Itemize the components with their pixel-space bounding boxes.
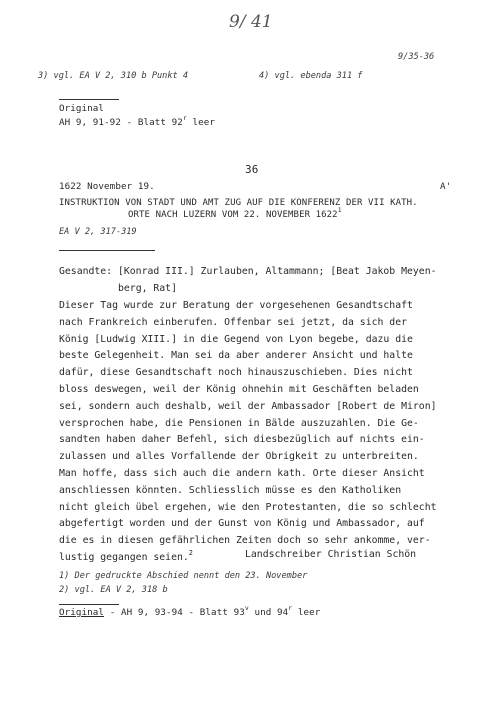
body-line: sandten haben daher Befehl, sich diesbezüglich auf nichts ein- [59, 434, 425, 446]
original-source-2-mid: und 94 [248, 607, 289, 618]
body-line: anschliessen könnten. Schliesslich müsse es den Katholiken [59, 484, 402, 496]
document-date: 1622 November 19. [59, 181, 155, 192]
body-line: König [Ludwig XIII.] in die Gegend von Lyon begebe, dazu die [59, 333, 413, 345]
body-paragraph [59, 298, 437, 567]
original-source [59, 114, 216, 128]
divider-rule-3 [59, 604, 119, 605]
title-footnote-mark: 1 [337, 207, 342, 214]
body-line: bloss deswegen, weil der König ohnehin mit Geschäften beladen [59, 383, 419, 395]
original-source-2-sup1: v [244, 604, 249, 612]
footnote-3: 3) vgl. EA V 2, 310 b Punkt 4 [38, 71, 189, 81]
original-source-tail: leer [186, 117, 216, 128]
original-label-2: Original [59, 607, 105, 618]
body-line: abgefertigt worden und der Gunst von König und Ambassador, auf [59, 518, 425, 530]
body-footnote-mark: 2 [188, 548, 193, 557]
footnote-4: 4) vgl. ebenda 311 f [259, 71, 363, 81]
body-line: zulassen und alles Vorfallende der Obrigkeit zu unterbreiten. [59, 451, 419, 463]
date-marker: A' [440, 181, 452, 192]
footnote-2: 2) vgl. EA V 2, 318 b [59, 585, 168, 595]
handwritten-page-number: 9/ 41 [229, 12, 273, 32]
original-source-2 [59, 604, 321, 618]
page-reference: 9/35-36 [398, 52, 435, 62]
divider-rule-2 [59, 250, 155, 251]
envoys-line-2: berg, Rat] [118, 283, 177, 294]
footnote-1: 1) Der gedruckte Abschied nennt den 23. November [59, 571, 308, 581]
body-line: dafür, diese Gesandtschaft noch hinauszuschieben. Dies nicht [59, 367, 413, 379]
title-line-2-text: ORTE NACH LUZERN VOM 22. NOVEMBER 1622 [128, 210, 338, 220]
divider-rule [59, 99, 119, 100]
source-reference: EA V 2, 317-319 [59, 227, 137, 237]
document-title-line-1: INSTRUKTION VON STADT UND AMT ZUG AUF DIE KONFERENZ DER VII KATH. [59, 198, 418, 208]
original-label: Original [59, 103, 105, 114]
document-title-line-2 [128, 207, 342, 220]
document-number: 36 [245, 163, 259, 176]
body-line: versprochen habe, die Pensionen in Bälde auszuzahlen. Die Ge- [59, 417, 419, 429]
envoys-line-1: Gesandte: [Konrad III.] Zurlauben, Altammann; [Beat Jakob Meyen- [59, 266, 437, 277]
body-line: nach Frankreich einberufen. Offenbar sei jetzt, da sich der [59, 316, 407, 328]
body-line: Man hoffe, dass sich auch die andern kath. Orte dieser Ansicht [59, 467, 425, 479]
body-line: nicht gleich übel ergehen, wie den Protestanten, die so schlecht [59, 501, 437, 513]
signature: Landschreiber Christian Schön [245, 549, 417, 560]
original-source-2-text: - AH 9, 93-94 - Blatt 93 [104, 607, 245, 618]
original-source-2-sup2: r [288, 604, 293, 612]
body-line: die es in diesen gefährlichen Zeiten doch so sehr ankomme, ver- [59, 535, 431, 547]
body-last-line-text: lustig gegangen seien. [59, 551, 189, 563]
original-source-text: AH 9, 91-92 - Blatt 92 [59, 117, 183, 128]
original-source-sup: r [182, 114, 187, 122]
body-line: beste Gelegenheit. Man sei da aber anderer Ansicht und halte [59, 350, 413, 362]
body-line: sei, sondern auch deshalb, weil der Ambassador [Robert de Miron] [59, 400, 437, 412]
body-line: Dieser Tag wurde zur Beratung der vorgesehenen Gesandtschaft [59, 300, 413, 311]
original-source-2-tail: leer [292, 607, 321, 618]
